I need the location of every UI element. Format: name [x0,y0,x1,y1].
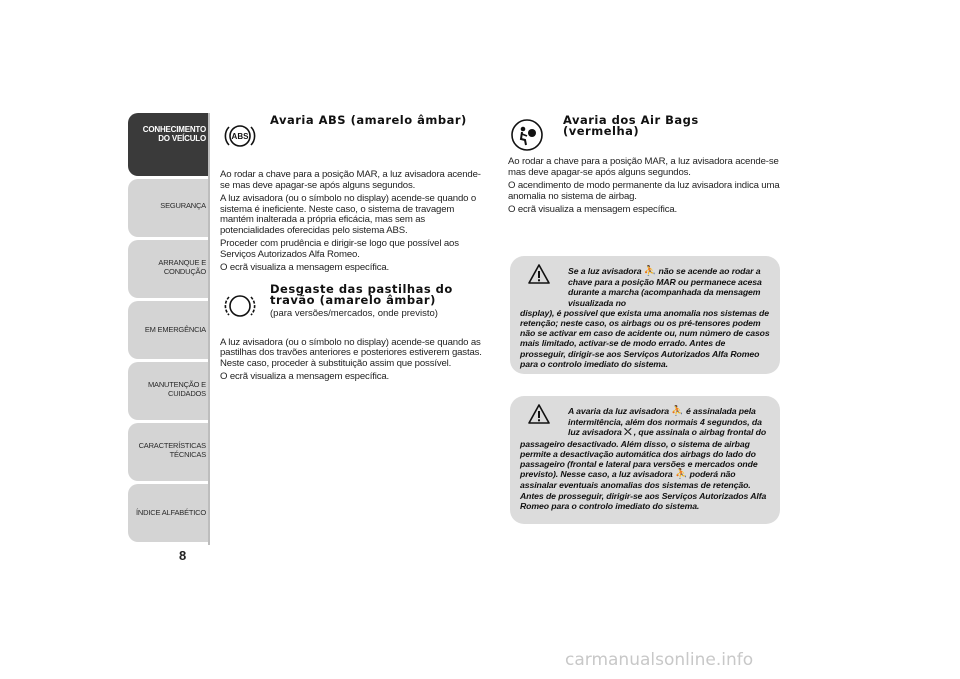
warning2-text: , que assinala o airbag frontal do [633,427,767,438]
page-number: 8 [179,548,187,563]
warning2-text: A avaria da luz avisadora [568,406,669,416]
warning-triangle-icon [528,404,550,424]
airbag-glyph-icon: ⛹ [674,469,688,481]
brake-pads-title-line2: travão (amarelo âmbar) [270,292,436,307]
warning2-text: é assinalada pela [686,406,756,416]
warning2-text: poderá não assinalar eventuais anomalias dos sistemas de retenção. Antes de prosseguir, dirigir-se aos Serviços Autorizados Alfa Romeo para o controlo imediato do sistema. [520,469,767,511]
warning-triangle-icon [528,264,550,284]
tab-label: SEGURANÇA [160,201,206,210]
tab-label: CONDUÇÃO [163,267,206,276]
tab-label: CONHECIMENTO [142,125,206,134]
abs-warning-light-icon [222,118,258,154]
airbag-warning-box-2 [510,396,780,524]
brake-pads-warning-icon [222,288,258,324]
tab-label: CARACTERÍSTICAS [138,441,206,450]
warning1-text: para a posição MAR ou permanece acesa durante a [568,277,762,298]
airbag-paragraph: Ao rodar a chave para a posição MAR, a luz avisadora acende-se mas deve apagar-se após alguns segundos. [508,156,779,178]
tab-label: CUIDADOS [168,389,206,398]
warning1-text: marcha (acompanhada da mensagem visualizada no [568,287,761,308]
left-column [220,112,490,386]
abs-paragraph: Ao rodar a chave para a posição MAR, a luz avisadora acende-se mas deve apagar-se após alguns segundos. [220,169,481,191]
tab-arranque-e-conducao[interactable] [128,240,210,298]
section-sidebar [128,113,210,545]
airbag-glyph-icon: ⛹ [643,266,657,277]
airbag-glyph-icon: ⛹ [671,406,684,417]
abs-icon-label: ABS [231,132,249,141]
warning1-text: Se a luz avisadora [568,266,642,276]
tab-conhecimento-do-veiculo[interactable] [128,113,210,176]
tab-em-emergencia[interactable] [128,301,210,359]
tab-seguranca[interactable] [128,179,210,237]
airbag-paragraph: O ecrã visualiza a mensagem específica. [508,204,678,215]
right-column [508,112,780,219]
tab-indice-alfabetico[interactable] [128,484,210,542]
warning2-text: passageiro desactivado. Além disso, o sistema de airbag permite a desactivação automática dos airbags do lado do passageiro (frontal e lateral para versões e mercados onde previsto). Nesse caso, a luz avisadora [520,438,758,480]
airbag-title-line1: Avaria dos Air Bags [563,113,699,127]
abs-paragraph: O ecrã visualiza a mensagem específica. [220,262,390,273]
abs-paragraph: A luz avisadora (ou o símbolo no display) acende-se quando o sistema é ineficiente. Neste caso, o sistema de travagem mantém inalterada a própria eficácia, mas sem as potencialidades oferecidas pelo sistema ABS. [220,193,477,236]
warning2-text: avisadora [582,427,622,438]
tab-manutencao-e-cuidados[interactable] [128,362,210,420]
tab-label: DO VEÍCULO [158,134,206,143]
tab-label: TÉCNICAS [169,450,206,459]
brake-pads-title-line1: Desgaste das pastilhas do [270,281,453,296]
abs-section-title: Avaria ABS (amarelo âmbar) [270,113,467,127]
warning2-text: intermitência, além dos normais 4 segundos, da luz [568,417,762,438]
tab-label: ARRANQUE E [158,258,206,267]
tab-label: EM EMERGÊNCIA [144,325,206,334]
airbag-title-line2: (vermelha) [563,124,640,138]
warning1-text: display), é possível que exista uma anomalia nos sistemas de retenção; neste caso, os airbags ou os pré-tensores podem não se activar em caso de acidente ou, num número de casos mais limitado, activar-se de modo errado. Antes de prosseguir, dirigir-se aos Serviços Autorizados Alfa Romeo para o controlo imediato do sistema. [520,307,770,369]
watermark: carmanualsonline.info [565,650,754,670]
brake-pads-subtitle: (para versões/mercados, onde previsto) [270,307,438,319]
abs-paragraph: Proceder com prudência e dirigir-se logo que possível aos Serviços Autorizados Alfa Romeo. [220,238,459,260]
tab-label: ÍNDICE ALFABÉTICO [136,508,206,517]
passenger-airbag-off-icon: ⛌ [624,427,632,439]
brake-pads-paragraph: O ecrã visualiza a mensagem específica. [220,371,390,382]
airbag-warning-icon [510,118,546,154]
sidebar-divider [208,113,210,545]
warning1-text: não se acende ao rodar a chave [568,266,761,288]
tab-caracteristicas-tecnicas[interactable] [128,423,210,481]
airbag-paragraph: O acendimento de modo permanente da luz avisadora indica uma anomalia no sistema de airbag. [508,180,780,202]
tab-label: MANUTENÇÃO E [147,380,206,389]
airbag-warning-box-1 [510,256,780,374]
brake-pads-paragraph: A luz avisadora (ou o símbolo no display) acende-se quando as pastilhas dos travões anteriores e posteriores estiverem gastas. Neste caso, proceder à substituição assim que possível. [220,336,482,369]
